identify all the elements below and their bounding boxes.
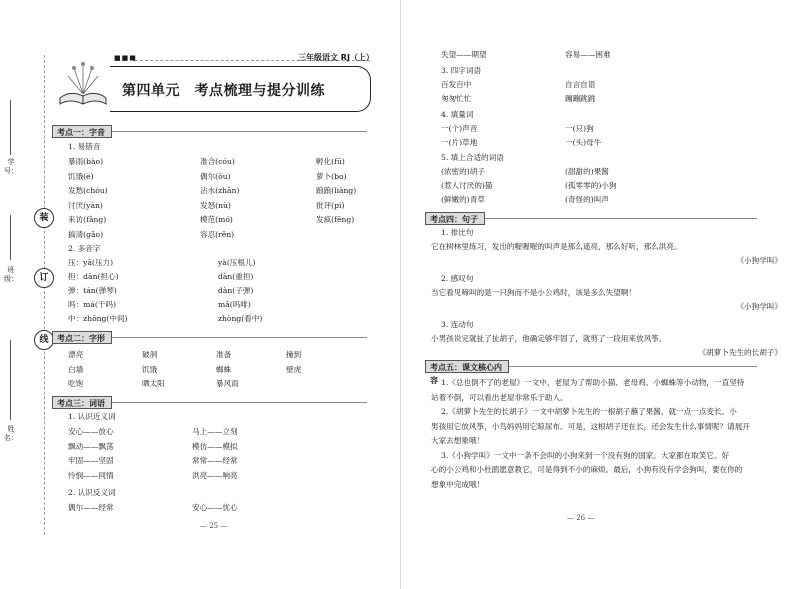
yicuo-item: 讨厌(yàn): [68, 200, 103, 210]
core-content-line: 3.《小狗学叫》一文中一条不会叫的小狗来到一个没有狗的国家。大家都在取笑它。好: [441, 450, 730, 460]
zixing-item: 蜘蛛: [216, 364, 232, 374]
banji-label: 班级：: [4, 266, 18, 283]
sub-heading: 2. 多音字: [68, 244, 101, 253]
binding-circle-zhuang: 装: [34, 208, 54, 228]
zixing-item: 破洞: [142, 350, 158, 359]
jinyi-item: 马上——立刻: [192, 427, 238, 436]
duoyin-item: 弹：tán(弹琴): [68, 286, 117, 295]
grade-label: 三年级语文 RJ（上）: [298, 53, 374, 62]
yicuo-item: 准合(cóu): [200, 157, 235, 166]
zixing-item: 漂亮: [68, 350, 84, 359]
section-header-juzi: 考点四：句子: [425, 212, 485, 225]
sentence-source: 《小狗学叫》: [736, 302, 782, 311]
core-content-line: 2.《胡萝卜先生的长胡子》一文中胡萝卜先生的一根胡子蘸了果酱，就一点一点变长。小: [441, 407, 737, 416]
section-header-zixing: 考点二：字形: [52, 331, 112, 344]
yicuo-item: 发疯(fēng): [316, 215, 355, 224]
jinyi-item: 飘动——飘荡: [68, 441, 114, 451]
yicuo-item: 孵化(fū): [316, 157, 345, 166]
duoyin-item: dàn(子弹): [218, 286, 254, 295]
core-content-line: 心的小公鸡和小杜鹃愿意教它，可是得到不小的麻烦。最后，小狗有没有学会狗叫，要在你的: [431, 465, 743, 474]
section-rule: [485, 218, 757, 219]
core-content-line: 大家去想象哦！: [431, 436, 485, 445]
section-rule: [112, 402, 367, 403]
core-content-line: 男孩用它放风筝，小鸟妈妈用它晾尿布。可是，这根胡子还在长，还会发生什么事情呢？请展开: [431, 421, 750, 431]
unit-title: 第四单元 考点梳理与提分训练: [122, 83, 325, 99]
duoyin-item: yà(压根儿): [218, 258, 256, 267]
sentence-label: 3. 连动句: [441, 320, 474, 329]
jinyi-item: 怜悯——同情: [68, 470, 114, 480]
page-number: — 26 —: [567, 514, 595, 522]
section-rule: [509, 366, 757, 367]
liangci-item: 一(个)声音: [441, 124, 478, 133]
jinyi-item: 安心——放心: [68, 427, 114, 436]
fanyi-item: 安心——忧心: [192, 503, 238, 512]
duoyin-item: 中：zhōng(中间): [68, 314, 128, 323]
sentence-text: 它在树林里练习，发出的喔喔喔的叫声是那么遥亮，那么好听，那么洪亮。: [431, 242, 682, 251]
fanyi-item: 偶尔——经常: [68, 503, 114, 512]
yicuo-item: 偶尔(ǒu): [200, 171, 231, 181]
sentence-text: 当它看见啼叫的是一只狗而不是小公鸡时，该是多么失望啊！: [431, 288, 637, 297]
zixing-item: 壁虎: [286, 364, 302, 374]
open-book-icon: [56, 60, 110, 110]
yicuo-item: 沾水(zhān): [200, 186, 240, 195]
heshi-item: (甜甜的)果酱: [565, 167, 609, 176]
yicuo-item: 容忍(rěn): [200, 229, 235, 239]
binding-line: [44, 55, 45, 535]
heshi-item: (孤零零的)小狗: [565, 181, 617, 190]
heshi-item: (惹人讨厌的)猫: [441, 181, 493, 190]
jinyi-item: 洪亮——响亮: [192, 470, 238, 480]
right-page: [401, 0, 800, 589]
zixing-item: 吃饱: [68, 379, 84, 388]
sub-heading: 1. 认识近义词: [68, 412, 116, 421]
heshi-item: (浓密的)胡子: [441, 167, 485, 176]
xuehao-label: 学号：: [4, 158, 18, 175]
sentence-source: 《胡萝卜先生的长胡子》: [698, 348, 782, 357]
yicuo-item: 模范(mó): [200, 215, 233, 224]
sub-heading: 1. 易错音: [68, 142, 101, 151]
sub-heading: 2. 认识反义词: [68, 488, 116, 497]
banji-line: [10, 215, 11, 260]
yicuo-item: 萝卜(bo): [316, 171, 347, 181]
xuehao-line: [10, 100, 11, 155]
core-content-line: 想象中完成哦！: [431, 479, 485, 489]
liangci-item: 一(片)草地: [441, 138, 478, 147]
yicuo-item: 发愁(chóu): [68, 186, 108, 195]
duoyin-item: 吗：má(干吗): [68, 300, 117, 309]
sizi-item: 匆匆忙忙: [441, 94, 472, 103]
liangci-item: 一(头)母牛: [565, 138, 602, 147]
sentence-source: 《小狗学叫》: [736, 256, 782, 265]
duoyin-item: 压：yā(压力): [68, 258, 114, 267]
section-rule: [112, 131, 367, 132]
section-header-ziyin: 考点一：字音: [52, 125, 112, 138]
yicuo-item: 批评(pí): [316, 200, 345, 210]
duoyin-item: 担：dān(担心): [68, 272, 119, 281]
sentence-text: 小男孩说完就扯了扯胡子，他确定够牢固了，就剪了一段用来放风筝。: [431, 334, 667, 343]
yicuo-item: 发怒(nù): [200, 200, 231, 210]
jinyi-item: 牢固——坚固: [68, 456, 114, 465]
sub-heading: 4. 填量词: [441, 110, 474, 119]
sentence-label: 1. 排比句: [441, 228, 474, 237]
zixing-item: 暴风雨: [216, 379, 239, 388]
zixing-item: 撞到: [286, 350, 302, 359]
section-header-ciyu: 考点三：词语: [52, 396, 112, 409]
core-content-line: 1.《总也倒不了的老屋》一文中，老屋为了帮助小猫、老母鸡、小蜘蛛等小动物，一直坚持: [441, 378, 745, 387]
binding-circle-xian: 线: [34, 330, 54, 350]
fanyi-item: 失望——期望: [441, 50, 487, 59]
decor-dots: ■■■: [114, 54, 137, 62]
duoyin-item: dàn(重担): [218, 272, 254, 281]
yicuo-item: 暴雨(bào): [68, 157, 104, 166]
binding-circle-ding: 订: [34, 268, 54, 288]
section-header-kewen: 考点五：课文核心内容: [425, 360, 509, 373]
core-content-line: 站着不倒，可以看出老屋非常乐于助人。: [431, 392, 568, 402]
sub-heading: 5. 填上合适的词语: [441, 153, 504, 162]
yicuo-item: 踉踉(liàng): [316, 186, 357, 195]
xingming-label: 姓名：: [4, 425, 18, 442]
sentence-label: 2. 感叹句: [441, 274, 474, 283]
yicuo-item: 搞清(gǎo): [68, 229, 104, 239]
sizi-item: 蹦蹦跳跳: [565, 94, 596, 103]
jinyi-item: 模仿——模拟: [192, 441, 238, 451]
section-rule: [112, 337, 367, 338]
yicuo-item: 饥饿(è): [68, 171, 94, 181]
jinyi-item: 常常——经常: [192, 456, 238, 465]
zixing-item: 白墙: [68, 364, 84, 374]
duoyin-item: mǎ(吗啡): [218, 300, 251, 309]
yicuo-item: 来访(fǎng): [68, 215, 107, 224]
fanyi-item: 容易——困难: [565, 50, 611, 59]
sizi-item: 自言自语: [565, 80, 596, 89]
duoyin-item: zhòng(看中): [218, 314, 263, 323]
sizi-item: 百发百中: [441, 80, 472, 89]
heshi-item: (奇怪的)叫声: [565, 195, 609, 204]
heshi-item: (鲜嫩的)青草: [441, 195, 485, 204]
sub-heading: 3. 四字词语: [441, 66, 482, 75]
page-number: — 25 —: [200, 522, 228, 530]
zixing-item: 饥饿: [142, 364, 158, 374]
liangci-item: 一(只)狗: [565, 124, 594, 133]
zixing-item: 准备: [216, 350, 232, 359]
xingming-line: [10, 340, 11, 420]
zixing-item: 晒太阳: [142, 379, 165, 388]
